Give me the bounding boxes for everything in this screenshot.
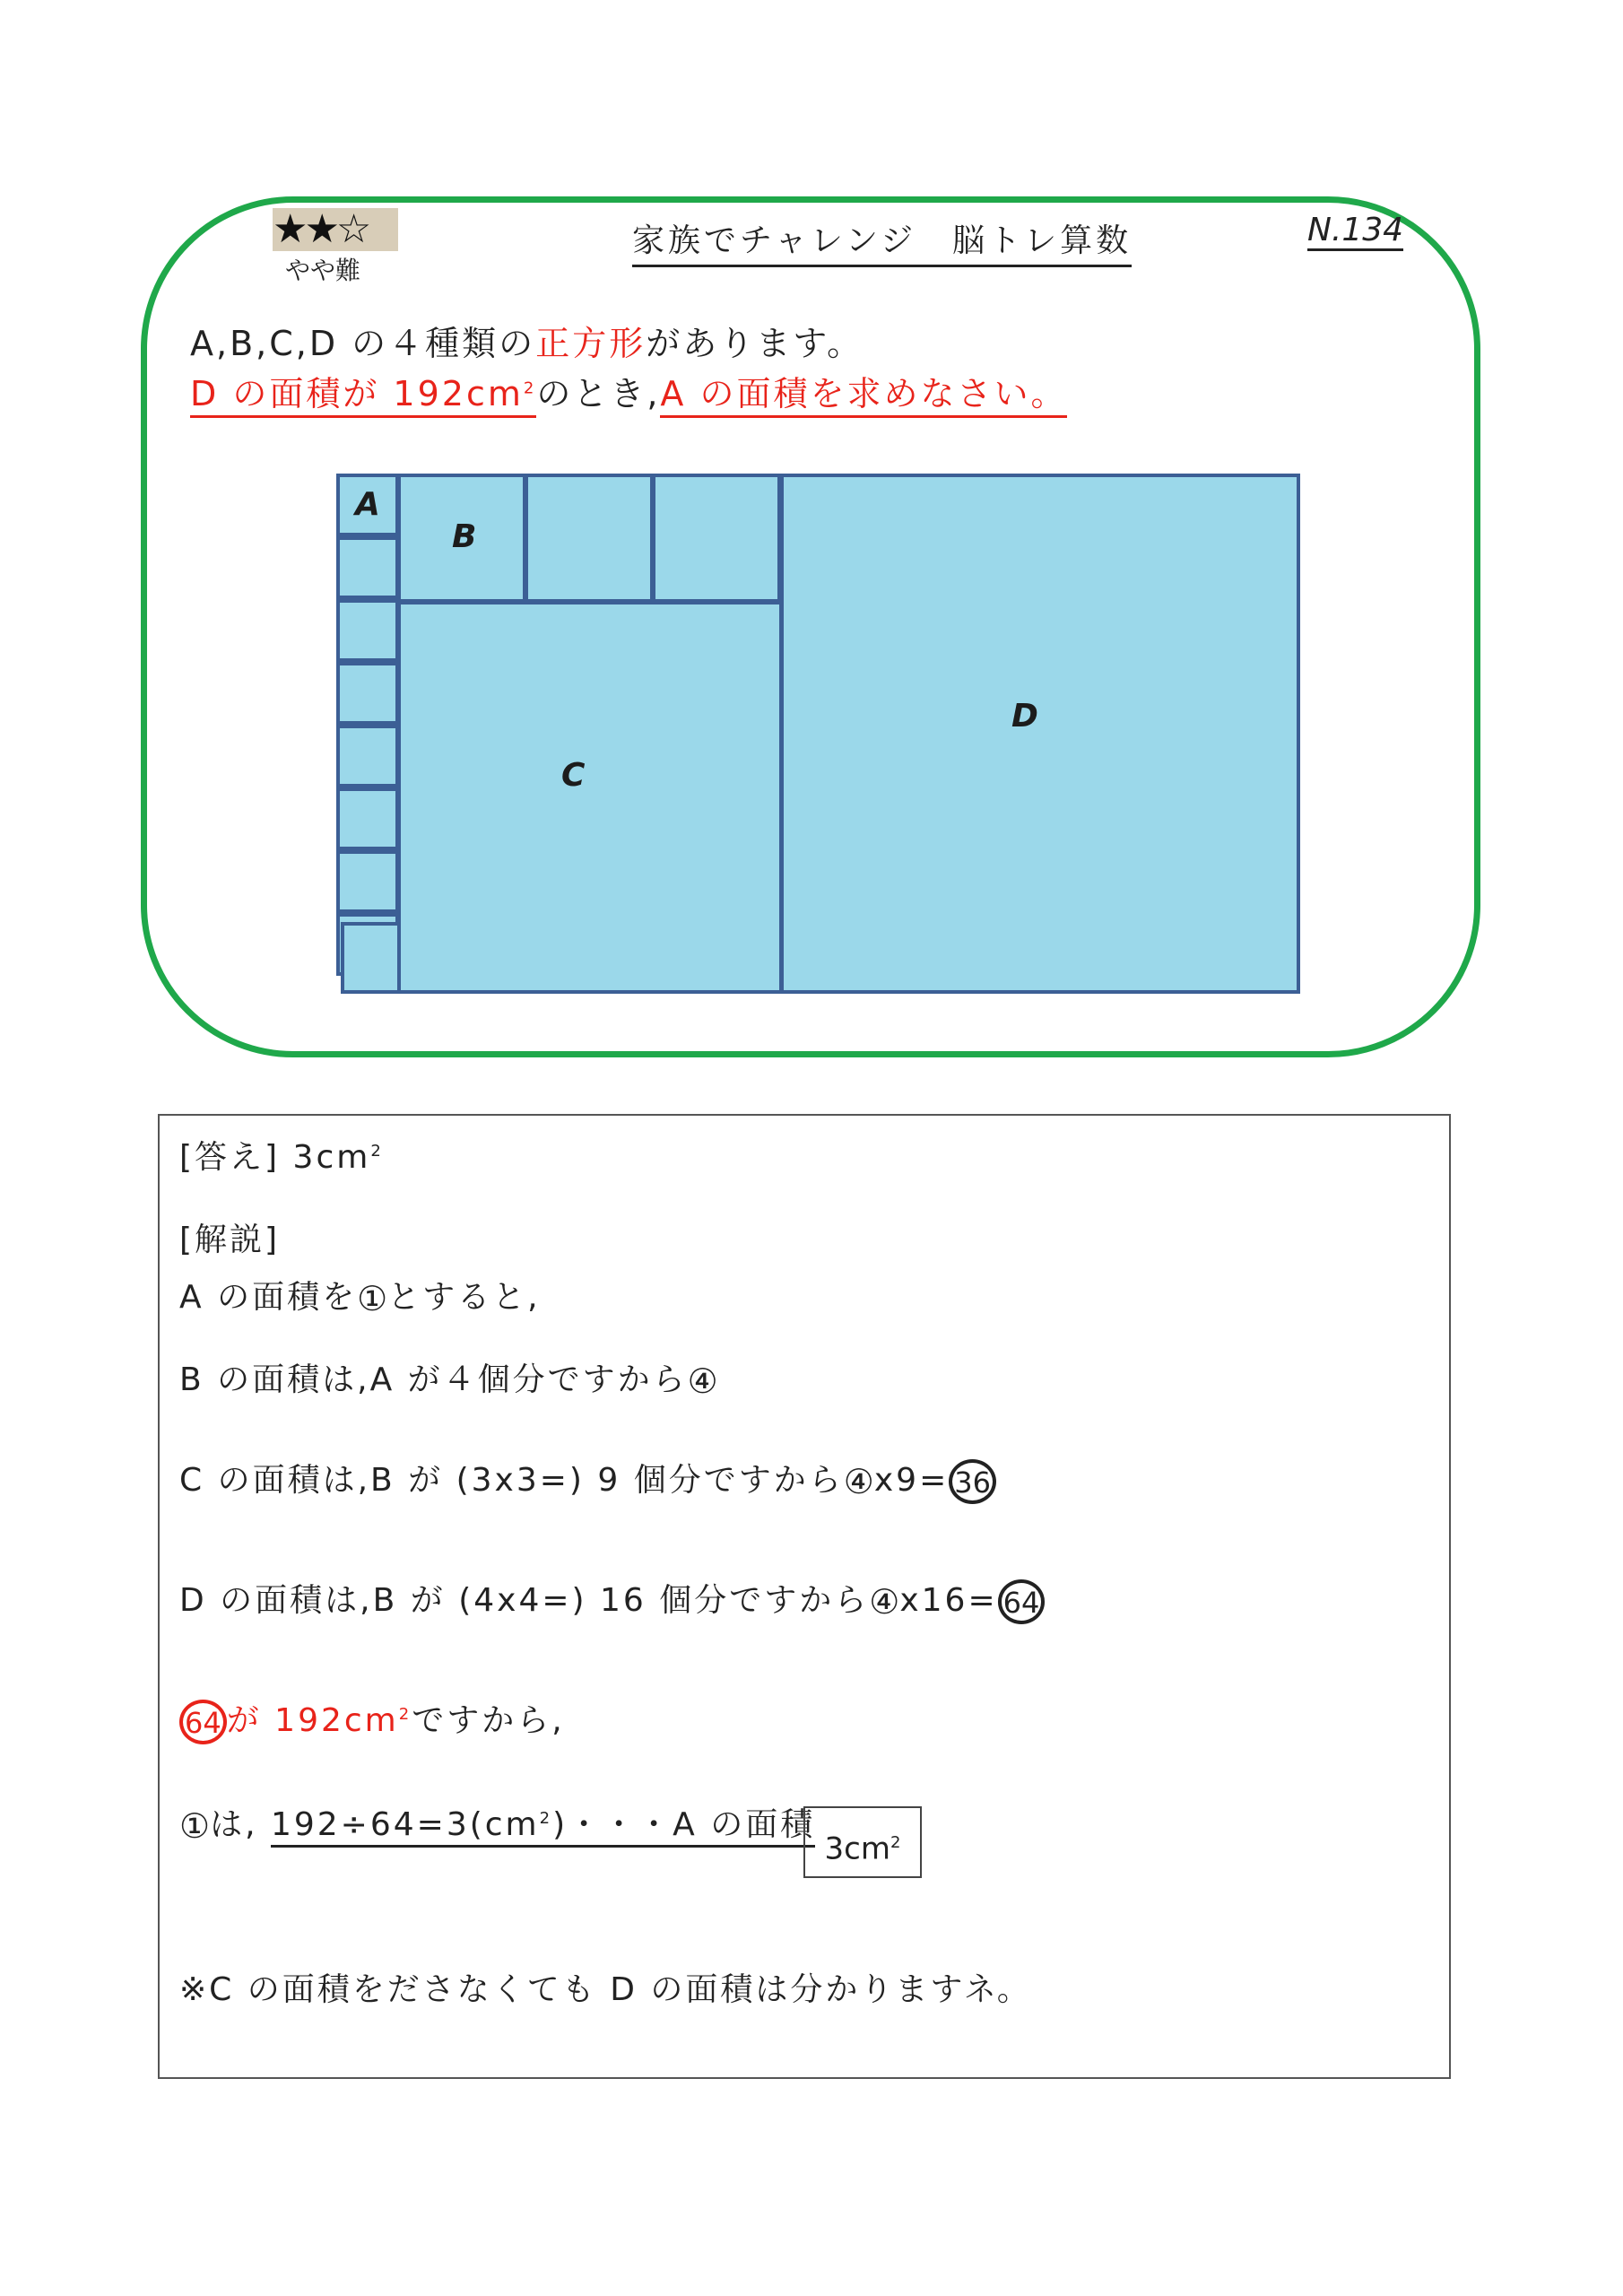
answer-exponent: 2 — [370, 1142, 384, 1161]
square-a-copy — [336, 599, 399, 662]
text: C の面積は,B が (3x3=) 9 個分ですから — [179, 1462, 844, 1499]
answer-label: [答え] — [179, 1139, 281, 1176]
square-c — [397, 601, 783, 994]
square-a-copy — [336, 787, 399, 850]
given-exponent: 2 — [523, 378, 537, 398]
square-b-copy — [525, 474, 654, 603]
square-a-copy — [336, 536, 399, 599]
square-a-copy — [336, 662, 399, 725]
explanation-line-2 — [179, 1354, 718, 1400]
text: D の面積は,B が (4x4=) 16 個分ですから — [179, 1582, 870, 1619]
question-highlight: 正方形 — [535, 324, 647, 363]
square-a-copy — [336, 725, 399, 787]
circled-number: ④ — [687, 1361, 718, 1401]
text: B の面積は,A が４個分ですから — [179, 1361, 688, 1398]
question-text: A,B,C,D の４種類の — [190, 324, 536, 363]
explanation-note: ※C の面積をださなくても D の面積は分かりますネ。 — [179, 1971, 1032, 2008]
text: は, — [210, 1806, 271, 1843]
circled-number: ④ — [869, 1582, 900, 1622]
page-title: 家族でチャレンジ 脳トレ算数 — [632, 215, 1132, 267]
text: x9= — [873, 1462, 950, 1499]
text: )・・・A の面積 — [552, 1806, 816, 1843]
square-d — [780, 474, 1300, 994]
difficulty-stars: ★★☆ — [273, 208, 398, 251]
sheet-number: N.134 — [1307, 212, 1403, 251]
explanation-line-5 — [179, 1695, 565, 1744]
circled-number: ① — [357, 1279, 388, 1318]
exponent: 2 — [398, 1705, 412, 1724]
circled-result-red: 64 — [179, 1700, 227, 1744]
explanation-line-3 — [179, 1455, 996, 1504]
text: とすると, — [387, 1279, 541, 1316]
difficulty-label: やや難 — [285, 256, 361, 285]
circled-number: ① — [179, 1806, 211, 1846]
label-b: B — [452, 518, 477, 555]
final-answer-box — [803, 1806, 922, 1878]
final-answer-value: 3cm — [824, 1831, 890, 1867]
square-a-copy — [336, 850, 399, 913]
given-condition — [190, 374, 536, 418]
circled-result: 64 — [998, 1579, 1046, 1624]
text: A の面積を — [179, 1279, 358, 1316]
answer-line — [179, 1132, 384, 1178]
squares-figure — [334, 474, 1300, 994]
exponent: 2 — [539, 1809, 553, 1828]
explanation-label: [解説] — [179, 1222, 281, 1258]
text: ですから, — [412, 1702, 565, 1739]
final-answer-exponent: 2 — [890, 1833, 901, 1852]
question-mid: のとき, — [536, 374, 661, 413]
given-text: D の面積が 192cm — [190, 374, 524, 413]
question-text-end: があります。 — [646, 324, 864, 363]
answer-value: 3cm — [292, 1139, 371, 1176]
label-a: A — [355, 486, 380, 523]
question-line-1 — [190, 316, 864, 365]
text: が 192cm — [226, 1702, 399, 1739]
question-ask: A の面積を求めなさい。 — [660, 374, 1067, 418]
label-d: D — [1011, 698, 1038, 735]
circled-number: ④ — [843, 1462, 874, 1501]
text: 192÷64=3(cm — [270, 1806, 540, 1843]
square-b-copy — [652, 474, 781, 603]
explanation-line-6 — [179, 1799, 815, 1845]
circled-result: 36 — [949, 1459, 996, 1504]
label-c: C — [561, 757, 586, 794]
explanation-line-4 — [179, 1575, 1045, 1624]
question-line-2 — [190, 366, 1067, 415]
text: x16= — [899, 1582, 998, 1619]
explanation-line-1 — [179, 1272, 541, 1318]
square-a-copy — [341, 922, 402, 994]
underlined-calculation — [271, 1806, 815, 1848]
